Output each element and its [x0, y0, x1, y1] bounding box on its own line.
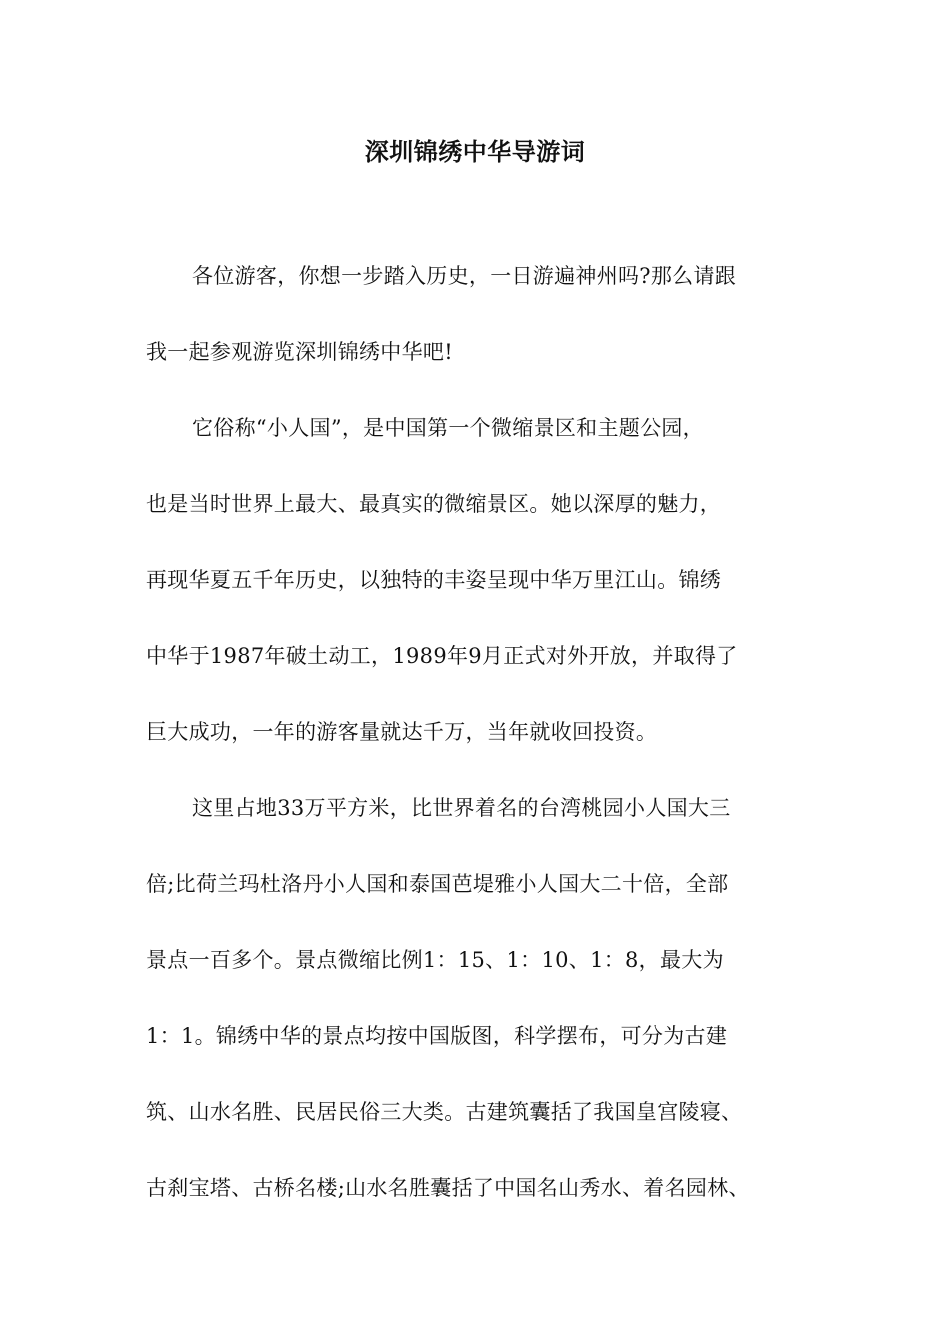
text-line: 巨大成功，一年的游客量就达千万，当年就收回投资。: [146, 720, 658, 744]
text-line: 筑、山水名胜、民居民俗三大类。古建筑囊括了我国皇宫陵寝、: [146, 1100, 743, 1124]
text-line: 古刹宝塔、古桥名楼;山水名胜囊括了中国名山秀水、着名园林、: [146, 1176, 750, 1200]
text-line: 也是当时世界上最大、最真实的微缩景区。她以深厚的魅力，: [146, 492, 722, 516]
document-title: 深圳锦绣中华导游词: [364, 137, 586, 166]
text-line: 各位游客，你想一步踏入历史，一日游遍神州吗?那么请跟: [192, 264, 737, 288]
text-line: 我一起参观游览深圳锦绣中华吧!: [146, 340, 453, 364]
text-line: 它俗称“小人国”，是中国第一个微缩景区和主题公园，: [192, 416, 704, 440]
text-line: 景点一百多个。景点微缩比例1：15、1：10、1：8，最大为: [146, 948, 724, 972]
text-line: 倍;比荷兰玛杜洛丹小人国和泰国芭堤雅小人国大二十倍，全部: [146, 872, 729, 896]
document-body: [146, 256, 816, 1244]
text-line: 再现华夏五千年历史，以独特的丰姿呈现中华万里江山。锦绣: [146, 568, 722, 592]
text-line: 1：1。锦绣中华的景点均按中国版图，科学摆布，可分为古建: [146, 1024, 728, 1048]
text-line: 中华于1987年破土动工，1989年9月正式对外开放，并取得了: [146, 644, 738, 668]
text-line: 这里占地33万平方米，比世界着名的台湾桃园小人国大三: [192, 796, 731, 820]
